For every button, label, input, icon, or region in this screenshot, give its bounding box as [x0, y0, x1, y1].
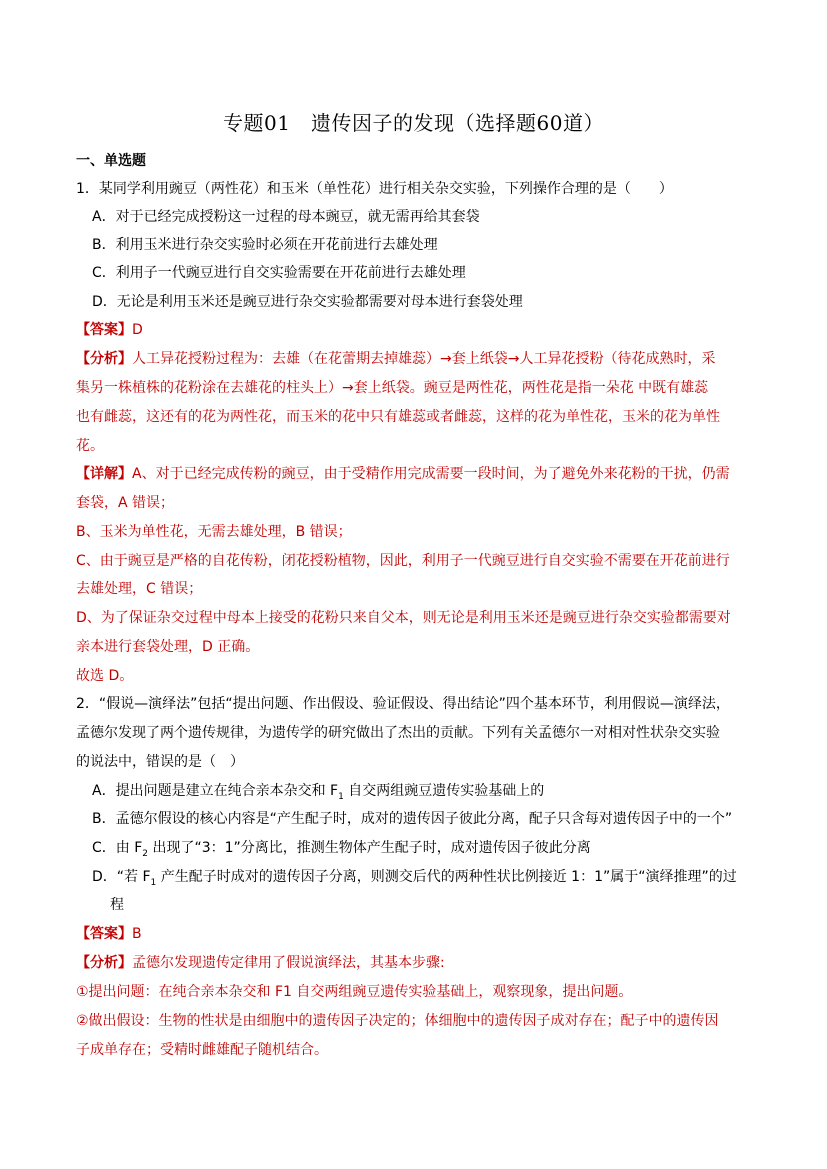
q2-step: ①提出问题：在纯合亲本杂交和 F1 自交两组豌豆遗传实验基础上，观察现象，提出问题。: [76, 984, 633, 1000]
q2-analysis-line: [76, 952, 445, 972]
q2-option-a: [92, 780, 544, 802]
q1-answer: [76, 319, 143, 339]
q2-step: 子成单存在；受精时雌雄配子随机结合。: [76, 1042, 328, 1058]
q1-detail-line: B、玉米为单性花，无需去雄处理，B 错误；: [76, 524, 352, 540]
q2-option-d: [92, 866, 737, 888]
option-text: 出现了“3：1”分离比，推测生物体产生配子时，成对遗传因子彼此分离: [148, 840, 591, 856]
q1-analysis-line: 花。: [76, 438, 104, 454]
analysis-text: 人工异花授粉过程为：去雄（在花蕾期去掉雄蕊）→套上纸袋→人工异花授粉（待花成熟时，采: [132, 351, 716, 367]
detail-text: A、对于已经完成传粉的豌豆，由于受精作用完成需要一段时间，为了避免外来花粉的干扰，仍需: [132, 466, 730, 482]
q2-step: ②做出假设：生物的性状是由细胞中的遗传因子决定的；体细胞中的遗传因子成对存在；配子中的遗传因: [76, 1013, 719, 1029]
q1-analysis-line: 也有雌蕊，这还有的花为两性花，而玉米的花中只有雄蕊或者雌蕊，这样的花为单性花，玉米的花为单性: [76, 409, 720, 425]
page-title: 专题01 遗传因子的发现（选择题60道）: [223, 111, 604, 135]
q1-detail-line: D、为了保证杂交过程中母本上接受的花粉只来自父本，则无论是利用玉米还是豌豆进行杂交实验都需要对: [76, 610, 731, 626]
subscript: 2: [142, 848, 149, 859]
q1-option-c: C．利用子一代豌豆进行自交实验需要在开花前进行去雄处理: [92, 265, 466, 281]
option-text: C．由 F: [92, 840, 143, 856]
q2-option-b: B．孟德尔假设的核心内容是“产生配子时，成对的遗传因子彼此分离，配子只含每对遗传因子中的一个”: [92, 811, 733, 827]
q1-detail-line: [76, 463, 730, 483]
q2-stem-line: 2．“假说—演绎法”包括“提出问题、作出假设、验证假设、得出结论”四个基本环节，利用假说—演绎法，: [76, 696, 730, 712]
q1-detail-line: 套袋，A 错误；: [76, 495, 175, 511]
q1-detail-line: 亲本进行套袋处理，D 正确。: [76, 639, 260, 655]
q1-analysis-line: [76, 348, 715, 368]
detail-tag: 【详解】: [76, 466, 132, 482]
q1-conclusion: 故选 D。: [76, 668, 134, 684]
q1-option-a: A．对于已经完成授粉这一过程的母本豌豆，就无需再给其套袋: [92, 209, 480, 225]
q1-option-b: B．利用玉米进行杂交实验时必须在开花前进行去雄处理: [92, 237, 438, 253]
q2-option-d-cont: 程: [110, 897, 124, 913]
q2-stem-line: 孟德尔发现了两个遗传规律，为遗传学的研究做出了杰出的贡献。下列有关孟德尔一对相对性状杂交实验: [76, 725, 720, 741]
q1-analysis-line: 集另一株植株的花粉涂在去雄花的柱头上）→套上纸袋。豌豆是两性花，两性花是指一朵花 中既有雄蕊: [76, 380, 709, 396]
option-text: A．提出问题是建立在纯合亲本杂交和 F: [92, 783, 339, 799]
analysis-text: 孟德尔发现遗传定律用了假说演绎法，其基本步骤:: [132, 955, 445, 971]
option-text: 自交两组豌豆遗传实验基础上的: [343, 783, 545, 799]
q1-stem: 1．某同学利用豌豆（两性花）和玉米（单性花）进行相关杂交实验，下列操作合理的是（ ）: [76, 181, 673, 197]
q1-detail-line: C、由于豌豆是严格的自花传粉，闭花授粉植物，因此，利用子一代豌豆进行自交实验不需要在开花前进行: [76, 553, 730, 569]
section-heading: 一、单选题: [76, 153, 146, 169]
subscript: 1: [150, 877, 157, 888]
analysis-tag: 【分析】: [76, 351, 132, 367]
q1-option-d: D．无论是利用玉米还是豌豆进行杂交实验都需要对母本进行套袋处理: [92, 294, 523, 310]
option-text: D．“若 F: [92, 869, 151, 885]
option-text: 产生配子时成对的遗传因子分离，则测交后代的两种性状比例接近 1：1”属于“演绎推理”的过: [156, 869, 737, 885]
answer-tag: 【答案】: [76, 926, 132, 942]
q2-option-c: [92, 837, 591, 859]
analysis-tag: 【分析】: [76, 955, 132, 971]
subscript: 1: [338, 791, 344, 802]
answer-value: D: [132, 322, 143, 338]
q1-detail-line: 去雄处理，C 错误；: [76, 581, 203, 597]
q2-stem-line: 的说法中，错误的是（ ）: [76, 754, 244, 770]
q2-answer: [76, 923, 142, 943]
answer-value: B: [132, 926, 142, 942]
answer-tag: 【答案】: [76, 322, 132, 338]
